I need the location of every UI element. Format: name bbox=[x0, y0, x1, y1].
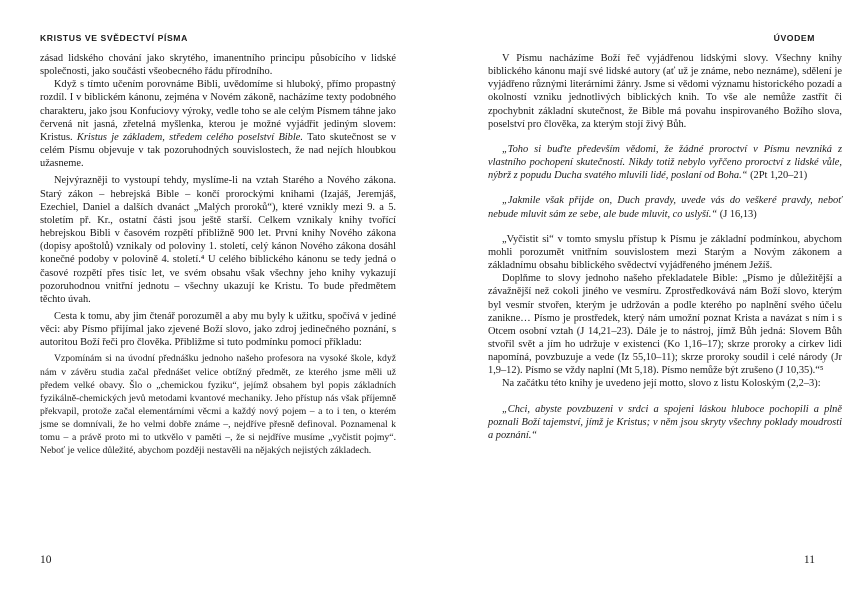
paragraph: Nejvýrazněji to vystoupí tehdy, myslíme-li na vztah Starého a Nového zákona. Starý zákon – hebrejská Bible – končí prorockými knihami (Izajáš, Jeremjáš, Ezechiel, Daniel a dalších dvanáct „Malých proroků“), které vznikly mezi 9. a 5. stoletím př. Kr., ostatní části jsou ještě starší. Celkem vznikaly knihy tvořící hebrejskou Bibli v časovém rozpětí přibližně 900 let. První knihy Nového zákona (dopisy apoštolů) vznikaly od poloviny 1. století, celý kánon Nového zákona dosáhl konečné podoby v polovině 4. století.⁴ U celého biblického kánonu se tedy jedná o časové rozpětí přes tisíc let, ve svém obsahu však všechny jeho knihy vykazují pozoruhodnou vnitřní jednotu – všechny ukazují ke Kristu. To bude předmětem těchto úvah. bbox=[40, 175, 396, 305]
page-number-right: 11 bbox=[803, 554, 815, 566]
paragraph: Na začátku této knihy je uvedeno její motto, slovo z listu Koloským (2,2–3): bbox=[502, 378, 821, 390]
motto-quote bbox=[488, 403, 842, 442]
left-page-text bbox=[40, 52, 396, 457]
quote-text: „Toho si buďte především vědomi, že žádné proroctví v Písmu nevzniká z vlastního pochopení skutečností. Nikdy totiž nebylo vyřčeno proroctví z lidské vůle, nýbrž z popudu Ducha svatého mluvili lidé, poslaní od Boha.“ bbox=[488, 143, 842, 182]
right-page bbox=[428, 0, 856, 600]
quote-reference: (2Pt 1,20–21) bbox=[747, 170, 808, 182]
running-head-right: ÚVODEM bbox=[773, 33, 815, 43]
page-number-left: 10 bbox=[40, 554, 52, 566]
right-page-text bbox=[488, 52, 842, 454]
example-paragraph: Vzpomínám si na úvodní přednášku jednoho našeho profesora na vysoké škole, když nám v závěru studia začal přednášet velice obtížný předmět, ze kterého jsme měli už předem velké obavy. Šlo o „chemickou fyziku“, jejímž obsahem byl popis základních fyzikálně-chemických jevů metodami kvantové mechaniky. Jeho přístup nás však příjemně překvapil, protože začal elementárními věcmi a každý nový pojem – a to i ten, o kterém jsme se domnívali, že ho velmi dobře známe –, nejdříve přesně definoval. Poznamenal k tomu – a právě proto mi to utkvělo v paměti –, že si nejdříve musíme „vyčistit pojmy“. Neboť je velice důležité, abychom později nestavěli na nějakých nejistých základech. bbox=[40, 353, 396, 457]
quote-text: „Jakmile však přijde on, Duch pravdy, uvede vás do veškeré pravdy, neboť nebude mluvit sám ze sebe, ale bude mluvit, co uslyší.“ bbox=[488, 195, 842, 220]
paragraph: Cesta k tomu, aby jim čtenář porozuměl a aby mu byly k užitku, spočívá v jediné věci: aby Písmo přijímal jako zjevené Boží slovo, jako zdroj jedinečného poznání, s autoritou Boží řeči pro člověka. Přibližme si tuto podmínku pomocí příkladu: bbox=[40, 310, 396, 349]
emphasis-text: Kristus je základem, středem celého poselství Bible. bbox=[76, 131, 303, 143]
paragraph: Doplňme to slovy jednoho našeho překladatele Bible: „Písmo je důležitější a závažnější než cokoli jiného ve vesmíru. Zprostředkovává nám Boží slovo, kterým byl vesmír stvořen, kterým je udržován a podle kterého po naplnění svého účelu zanikne… Písmo je prostředek, který nám umožní poznat Krista a navázat s ním i s Otcem osobní vztah (J 14,21–23). Dále je to nástroj, jímž Bůh jedná: Slovem Bůh stvořil svět a jím ho udržuje v existenci (Ko 1,16–17); skrze proroky a církev lidi napomíná, povzbuzuje a vede (Iz 55,10–11); skrze proroky soudil i celé národy (Jr 1,9–12). Písmo se vždy naplní (Mt 5,18). Písmo nemůže být zrušeno (J 10,35).“⁵ bbox=[488, 273, 842, 377]
scripture-quote bbox=[488, 194, 842, 220]
quote-text: „Chci, abyste povzbuzeni v srdci a spojeni láskou hluboce pochopili a plně poznali Boží tajemství, jímž je Kristus; v něm jsou skryty všechny poklady moudrosti a poznání.“ bbox=[488, 403, 842, 441]
scripture-quote bbox=[488, 143, 842, 182]
paragraph: V Písmu nacházíme Boží řeč vyjádřenou lidskými slovy. Všechny knihy biblického kánonu mají své lidské autory (ať už je známe, nebo neznáme), sdělení je vyjádřeno různými literárními žánry. Jsme si vědomi významu historického pozadí a okolností vzniku jednotlivých biblických knih. To vše ale nemůže zastřít či zpochybnit základní skutečnost, že Bible má povahu inspirovaného Božího slova, poselství pro člověka, za kterým stojí živý Bůh. bbox=[488, 53, 842, 130]
running-head-left: KRISTUS VE SVĚDECTVÍ PÍSMA bbox=[40, 33, 188, 43]
paragraph: „Vyčistit si“ v tomto smyslu přístup k Písmu je základní podmínkou, abychom mohli porozumět vnitřním souvislostem mezi Starým a Novým zákonem a základnímu obsahu biblického svědectví vyjádřeného jménem Ježíš. bbox=[488, 233, 842, 272]
quote-reference: (J 16,13) bbox=[717, 208, 757, 220]
paragraph: zásad lidského chování jako skrytého, imanentního principu působícího v lidské společnosti, jako součásti všeobecného řádu přírodního. bbox=[40, 53, 396, 78]
paragraph-text: Když s tímto učením porovnáme Bibli, uvědomíme si hluboký, přímo propastný rozdíl. I v biblickém kánonu, zejména v Novém zákoně, nacházíme texty podobného charakteru, jako jsou Konfuciovy výroky, vedle toho se ale celým Písmem táhne jako červená nit jasná, zřetelná myšlenka, kterou je možné vyjádřit jediným slovem: Kristus. bbox=[40, 79, 396, 143]
paragraph-text: Tato skutečnost se v celém Písmu objevuje v tak pozoruhodných souvislostech, že nad nejích hloubkou užasneme. bbox=[40, 131, 397, 170]
paragraph bbox=[40, 78, 396, 170]
